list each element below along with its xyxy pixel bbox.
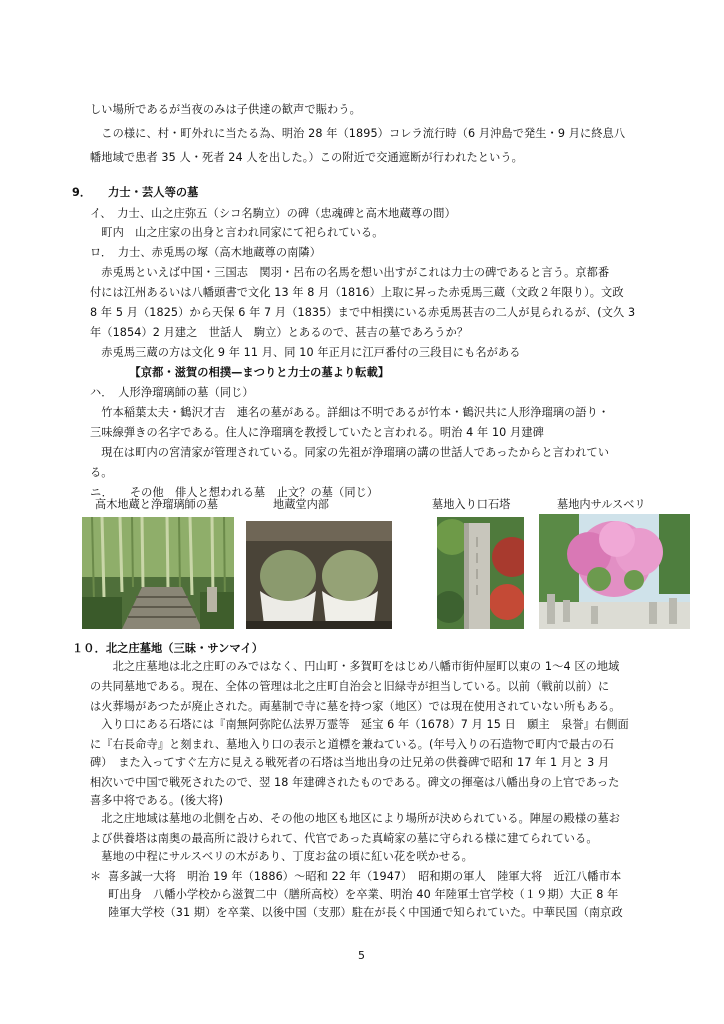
page-number: 5 xyxy=(358,949,365,962)
section-10-heading: １０．北之庄墓地（三昧・サンマイ） xyxy=(72,642,264,655)
bamboo-grove-photo xyxy=(82,517,234,629)
section-9-source-note: 【京都・滋賀の相撲—まつりと力士の墓より転載】 xyxy=(90,366,390,379)
section-9-line: 赤兎馬といえば中国・三国志 関羽・呂布の名馬を想い出すがこれは力士の碑であると言う。京都番 xyxy=(90,266,610,279)
note-line: 喜多誠一大将 明治 19 年（1886）〜昭和 22 年（1947） 昭和期の軍人 陸軍大将 近江八幡市本 xyxy=(108,870,622,883)
section-10-line: 墓地の中程にサルスベリの木があり、丁度お盆の頃に紅い花を咲かせる。 xyxy=(90,850,473,863)
section-9-line: ロ． 力士、赤兎馬の塚（高木地蔵尊の南隣） xyxy=(90,246,321,259)
section-10-line: 北之庄墓地は北之庄町のみではなく、円山町・多賀町をはじめ八幡市街仲屋町以東の 1〜4 区の地域 xyxy=(90,660,620,673)
section-10-line: は火葬場があつたが廃止された。両墓制で寺に墓を持つ家（地区）では現在使用されていない所もある。 xyxy=(90,700,621,713)
section-9-heading: 9． 力士・芸人等の墓 xyxy=(72,186,199,199)
section-9-line: ハ． 人形浄瑠璃師の墓（同じ） xyxy=(90,386,254,399)
photo-caption: 墓地内サルスベリ xyxy=(557,498,646,511)
section-9-line: 赤兎馬三蔵の方は文化 9 年 11 月、同 10 年正月に江戸番付の三段目にも名がある xyxy=(90,346,521,359)
section-10-line: の共同墓地である。現在、全体の管理は北之庄町自治会と旧緑寺が担当している。以前（戦前以前）に xyxy=(90,680,610,693)
photo-caption: 高木地蔵と浄瑠璃師の墓 xyxy=(95,498,219,511)
note-line: 町出身 八幡小学校から滋賀二中（膳所高校）を卒業、明治 40 年陸軍士官学校（１９期）大正 8 年 xyxy=(108,888,619,901)
section-9-line: 8 年 5 月（1825）から天保 6 年 7 月（1835）まで中相撲にいる赤兎馬甚吉の二人が見られるが、(文久 3 xyxy=(90,306,636,319)
section-10-line: 相次いで中国で戦死されたので、翌 18 年建碑されたものである。碑文の揮毫は八幡出身の上官であった xyxy=(90,776,620,789)
section-9-line: 町内 山之庄家の出身と言われ同家にて祀られている。 xyxy=(90,226,384,239)
section-10-line: 北之庄地域は墓地の北側を占め、その他の地区も地区により場所が決められている。陣屋の殿様の墓お xyxy=(90,812,621,825)
section-10-line: に『右長命寺』と刻まれ、墓地入り口の表示と道標を兼ねている。(年号入りの石造物で町内で最古の石 xyxy=(90,738,615,751)
section-10-line: 碑） また入ってすぐ左方に見える戦死者の石塔は当地出身の辻兄弟の供養碑で昭和 17 年 1 月と 3 月 xyxy=(90,756,610,769)
section-10-line: 入り口にある石塔には『南無阿弥陀仏法界万霊等 延宝 6 年（1678）7 月 15 日 願主 泉誉』右側面 xyxy=(90,718,629,731)
section-9-line: 年（1854）2 月建之 世話人 駒立）とあるので、甚吉の墓であろうか？ xyxy=(90,326,469,339)
section-9-line: 現在は町内の宮清家が管理されている。同家の先祖が浄瑠璃の講の世話人であったからと言われてい xyxy=(90,446,610,459)
crape-myrtle-photo xyxy=(539,514,690,629)
section-9-line: イ、 力士、山之庄弥五（シコ名駒立）の碑（忠魂碑と高木地蔵尊の間） xyxy=(90,207,456,220)
photo-caption: 墓地入り口石塔 xyxy=(432,498,511,511)
photo-caption: 地蔵堂内部 xyxy=(273,498,329,511)
section-10-line: 喜多中将である。(後大将) xyxy=(90,794,224,807)
note-marker: ＊ xyxy=(90,870,102,883)
section-9-line: る。 xyxy=(90,466,113,479)
jizo-statues-photo xyxy=(246,521,392,629)
section-9-line: 竹本稲葉太夫・鶴沢才吉 連名の墓がある。詳細は不明であるが竹本・鶴沢共に人形浄瑠璃の語り・ xyxy=(90,406,610,419)
section-9-line: ニ． その他 俳人と想われる墓 止文？の墓（同じ） xyxy=(90,486,379,499)
section-9-line: 三味線弾きの名字である。住人に浄瑠璃を教授していたと言われる。明治 4 年 10 月建碑 xyxy=(90,426,544,439)
stone-pillar-photo xyxy=(437,517,524,629)
top-paragraph-line: この様に、村・町外れに当たる為、明治 28 年（1895）コレラ流行時（6 月沖島で発生・9 月に終息八 xyxy=(90,127,626,140)
note-line: 陸軍大学校（31 期）を卒業、以後中国（支那）駐在が長く中国通で知られていた。中華民国（南京政 xyxy=(108,906,623,919)
top-paragraph-line: 幡地域で患者 35 人・死者 24 人を出した。）この附近で交通遮断が行われたという。 xyxy=(90,151,523,164)
top-paragraph-line: しい場所であるが当夜のみは子供達の歓声で賑わう。 xyxy=(90,103,361,116)
section-9-line: 付には江州あるいは八幡頭書で文化 13 年 8 月（1816）上取に昇った赤兎馬三蔵（文政２年限り）。文政 xyxy=(90,286,624,299)
section-10-line: よび供養塔は南奥の最高所に設けられて、代官であった真崎家の墓に守られる様に建てられている。 xyxy=(90,832,598,845)
